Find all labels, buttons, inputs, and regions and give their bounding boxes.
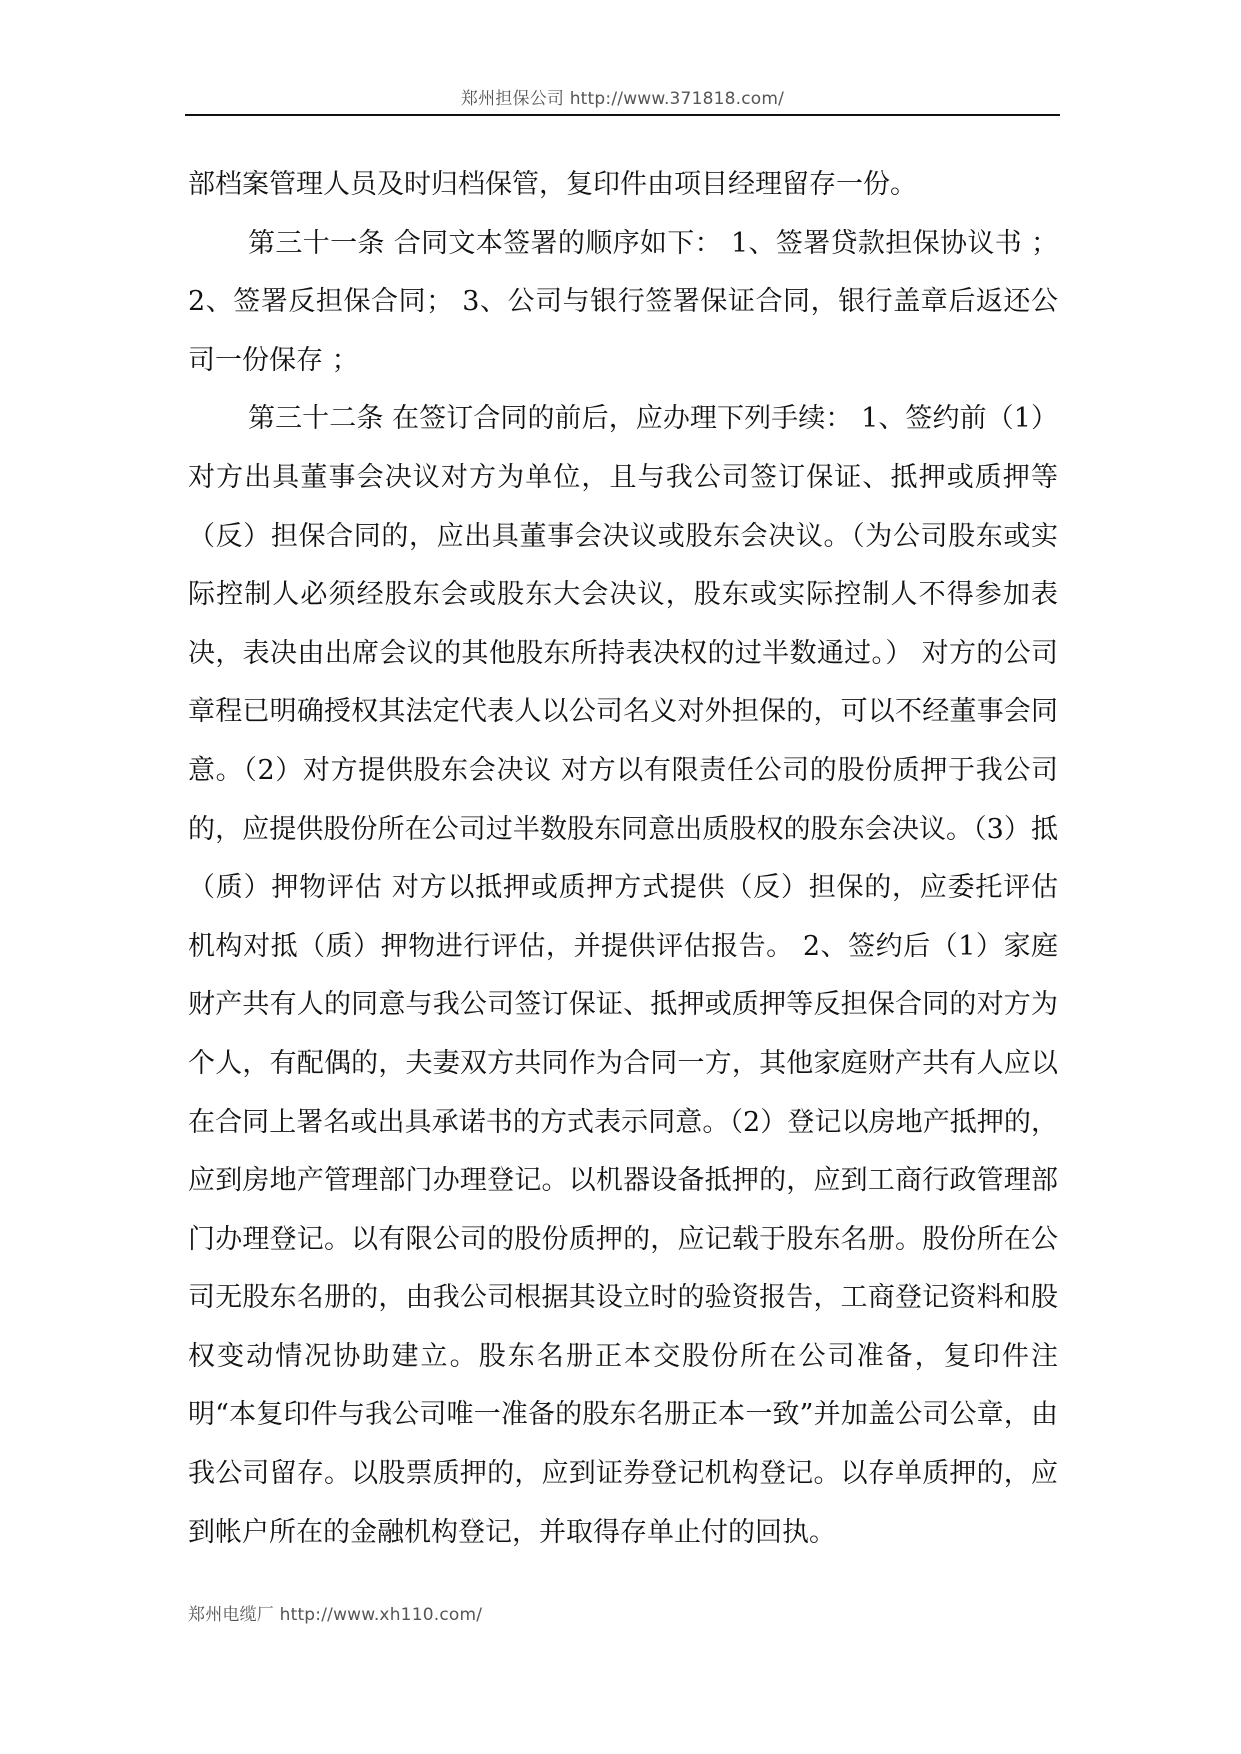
paragraph-article-32: 第三十二条 在签订合同的前后，应办理下列手续： 1、签约前（1）对方出具董事会决议对方为单位，且与我公司签订保证、抵押或质押等（反）担保合同的，应出具董事会决议或股东会决议。（为公司股东或实际控制人必须经股东会或股东大会决议，股东或实际控制人不得参加表决，表决由出席会议的其他股东所持表决权的过半数通过。） 对方的公司章程已明确授权其法定代表人以公司名义对外担保的，可以不经董事会同意。（2）对方提供股东会决议 对方以有限责任公司的股份质押于我公司的，应提供股份所在公司过半数股东同意出质股权的股东会决议。（3）抵（质）押物评估 对方以抵押或质押方式提供（反）担保的，应委托评估机构对抵（质）押物进行评估，并提供评估报告。 2、签约后（1）家庭财产共有人的同意与我公司签订保证、抵押或质押等反担保合同的对方为个人，有配偶的，夫妻双方共同作为合同一方，其他家庭财产共有人应以在合同上署名或出具承诺书的方式表示同意。（2）登记以房地产抵押的，应到房地产管理部门办理登记。以机器设备抵押的，应到工商行政管理部门办理登记。以有限公司的股份质押的，应记载于股东名册。股份所在公司无股东名册的，由我公司根据其设立时的验资报告，工商登记资料和股权变动情况协助建立。股东名册正本交股份所在公司准备，复印件注明“本复印件与我公司唯一准备的股东名册正本一致”并加盖公司公章，由我公司留存。以股票质押的，应到证券登记机构登记。以存单质押的，应到帐户所在的金融机构登记，并取得存单止付的回执。 (188, 403, 1058, 1548)
paragraph-article-31: 第三十一条 合同文本签署的顺序如下： 1、签署贷款担保协议书 ； 2、签署反担保合同； 3、公司与银行签署保证合同，银行盖章后返还公司一份保存 ； (188, 227, 1058, 376)
page-header: 郑州担保公司 http://www.371818.com/ (460, 89, 785, 109)
document-body (188, 156, 1058, 1562)
page-footer: 郑州电缆厂 http://www.xh110.com/ (188, 1605, 483, 1625)
header-divider (185, 114, 1060, 116)
paragraph-archive-continuation: 部档案管理人员及时归档保管，复印件由项目经理留存一份。 (188, 169, 917, 200)
